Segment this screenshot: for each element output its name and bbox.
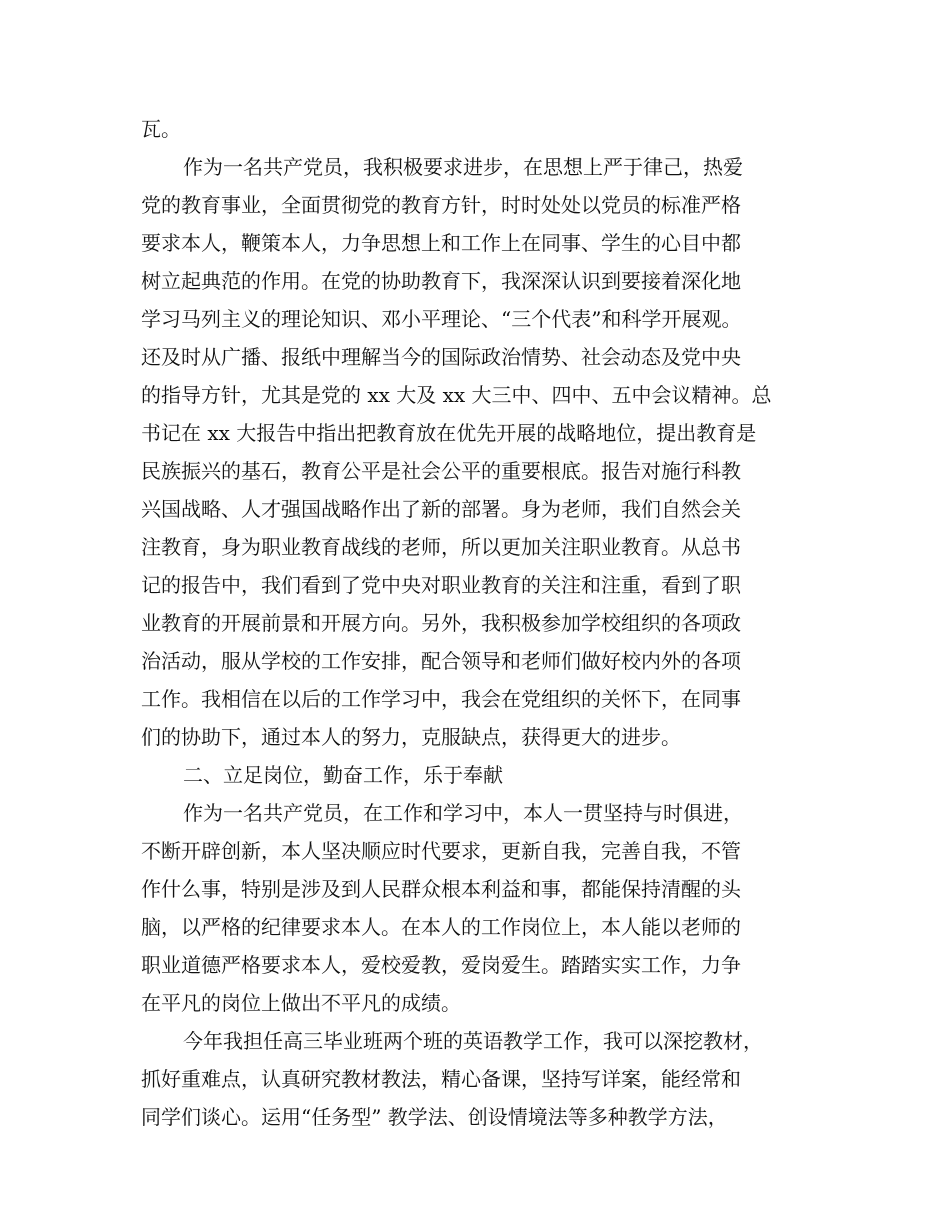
text-line: 记的报告中，我们看到了党中央对职业教育的关注和注重，看到了职 — [141, 573, 741, 597]
text-line: 瓦。 — [141, 117, 181, 141]
text-line: 民族振兴的基石，教育公平是社会公平的重要根底。报告对施行科教 — [141, 459, 741, 483]
section-heading: 二、立足岗位，勤奋工作，乐于奉献 — [183, 763, 503, 787]
paragraph-first-line: 今年我担任高三毕业班两个班的英语教学工作，我可以深挖教材， — [183, 1029, 763, 1053]
paragraph-first-line: 作为一名共产党员，我积极要求进步，在思想上严于律己，热爱 — [183, 155, 743, 179]
text-line: 业教育的开展前景和开展方向。另外，我积极参加学校组织的各项政 — [141, 611, 741, 635]
text-line: 作什么事，特别是涉及到人民群众根本利益和事，都能保持清醒的头 — [141, 877, 741, 901]
text-line: 抓好重难点，认真研究教材教法，精心备课，坚持写详案，能经常和 — [141, 1067, 741, 1091]
text-line: 在平凡的岗位上做出不平凡的成绩。 — [141, 991, 461, 1015]
text-line: 同学们谈心。运用“任务型” 教学法、创设情境法等多种教学方法， — [141, 1105, 728, 1129]
text-line: 党的教育事业，全面贯彻党的教育方针，时时处处以党员的标准严格 — [141, 193, 741, 217]
text-line: 学习马列主义的理论知识、邓小平理论、“三个代表”和科学开展观。 — [141, 307, 742, 331]
text-line: 兴国战略、人才强国战略作出了新的部署。身为老师，我们自然会关 — [141, 497, 741, 521]
text-line: 职业道德严格要求本人，爱校爱教，爱岗爱生。踏踏实实工作，力争 — [141, 953, 741, 977]
text-line: 的指导方针，尤其是党的 xx 大及 xx 大三中、四中、五中会议精神。总 — [141, 383, 772, 407]
text-line: 还及时从广播、报纸中理解当今的国际政治情势、社会动态及党中央 — [141, 345, 741, 369]
paragraph-first-line: 作为一名共产党员，在工作和学习中，本人一贯坚持与时俱进， — [183, 801, 743, 825]
text-line: 工作。我相信在以后的工作学习中，我会在党组织的关怀下，在同事 — [141, 687, 741, 711]
text-line: 树立起典范的作用。在党的协助教育下，我深深认识到要接着深化地 — [141, 269, 741, 293]
text-line: 书记在 xx 大报告中指出把教育放在优先开展的战略地位，提出教育是 — [141, 421, 757, 445]
body-text — [141, 110, 831, 1136]
text-line: 要求本人，鞭策本人，力争思想上和工作上在同事、学生的心目中都 — [141, 231, 741, 255]
text-line: 脑，以严格的纪律要求本人。在本人的工作岗位上，本人能以老师的 — [141, 915, 741, 939]
text-line: 不断开辟创新，本人坚决顺应时代要求，更新自我，完善自我，不管 — [141, 839, 741, 863]
text-line: 注教育，身为职业教育战线的老师，所以更加关注职业教育。从总书 — [141, 535, 741, 559]
text-line: 治活动，服从学校的工作安排，配合领导和老师们做好校内外的各项 — [141, 649, 741, 673]
text-line: 们的协助下，通过本人的努力，克服缺点，获得更大的进步。 — [141, 725, 681, 749]
